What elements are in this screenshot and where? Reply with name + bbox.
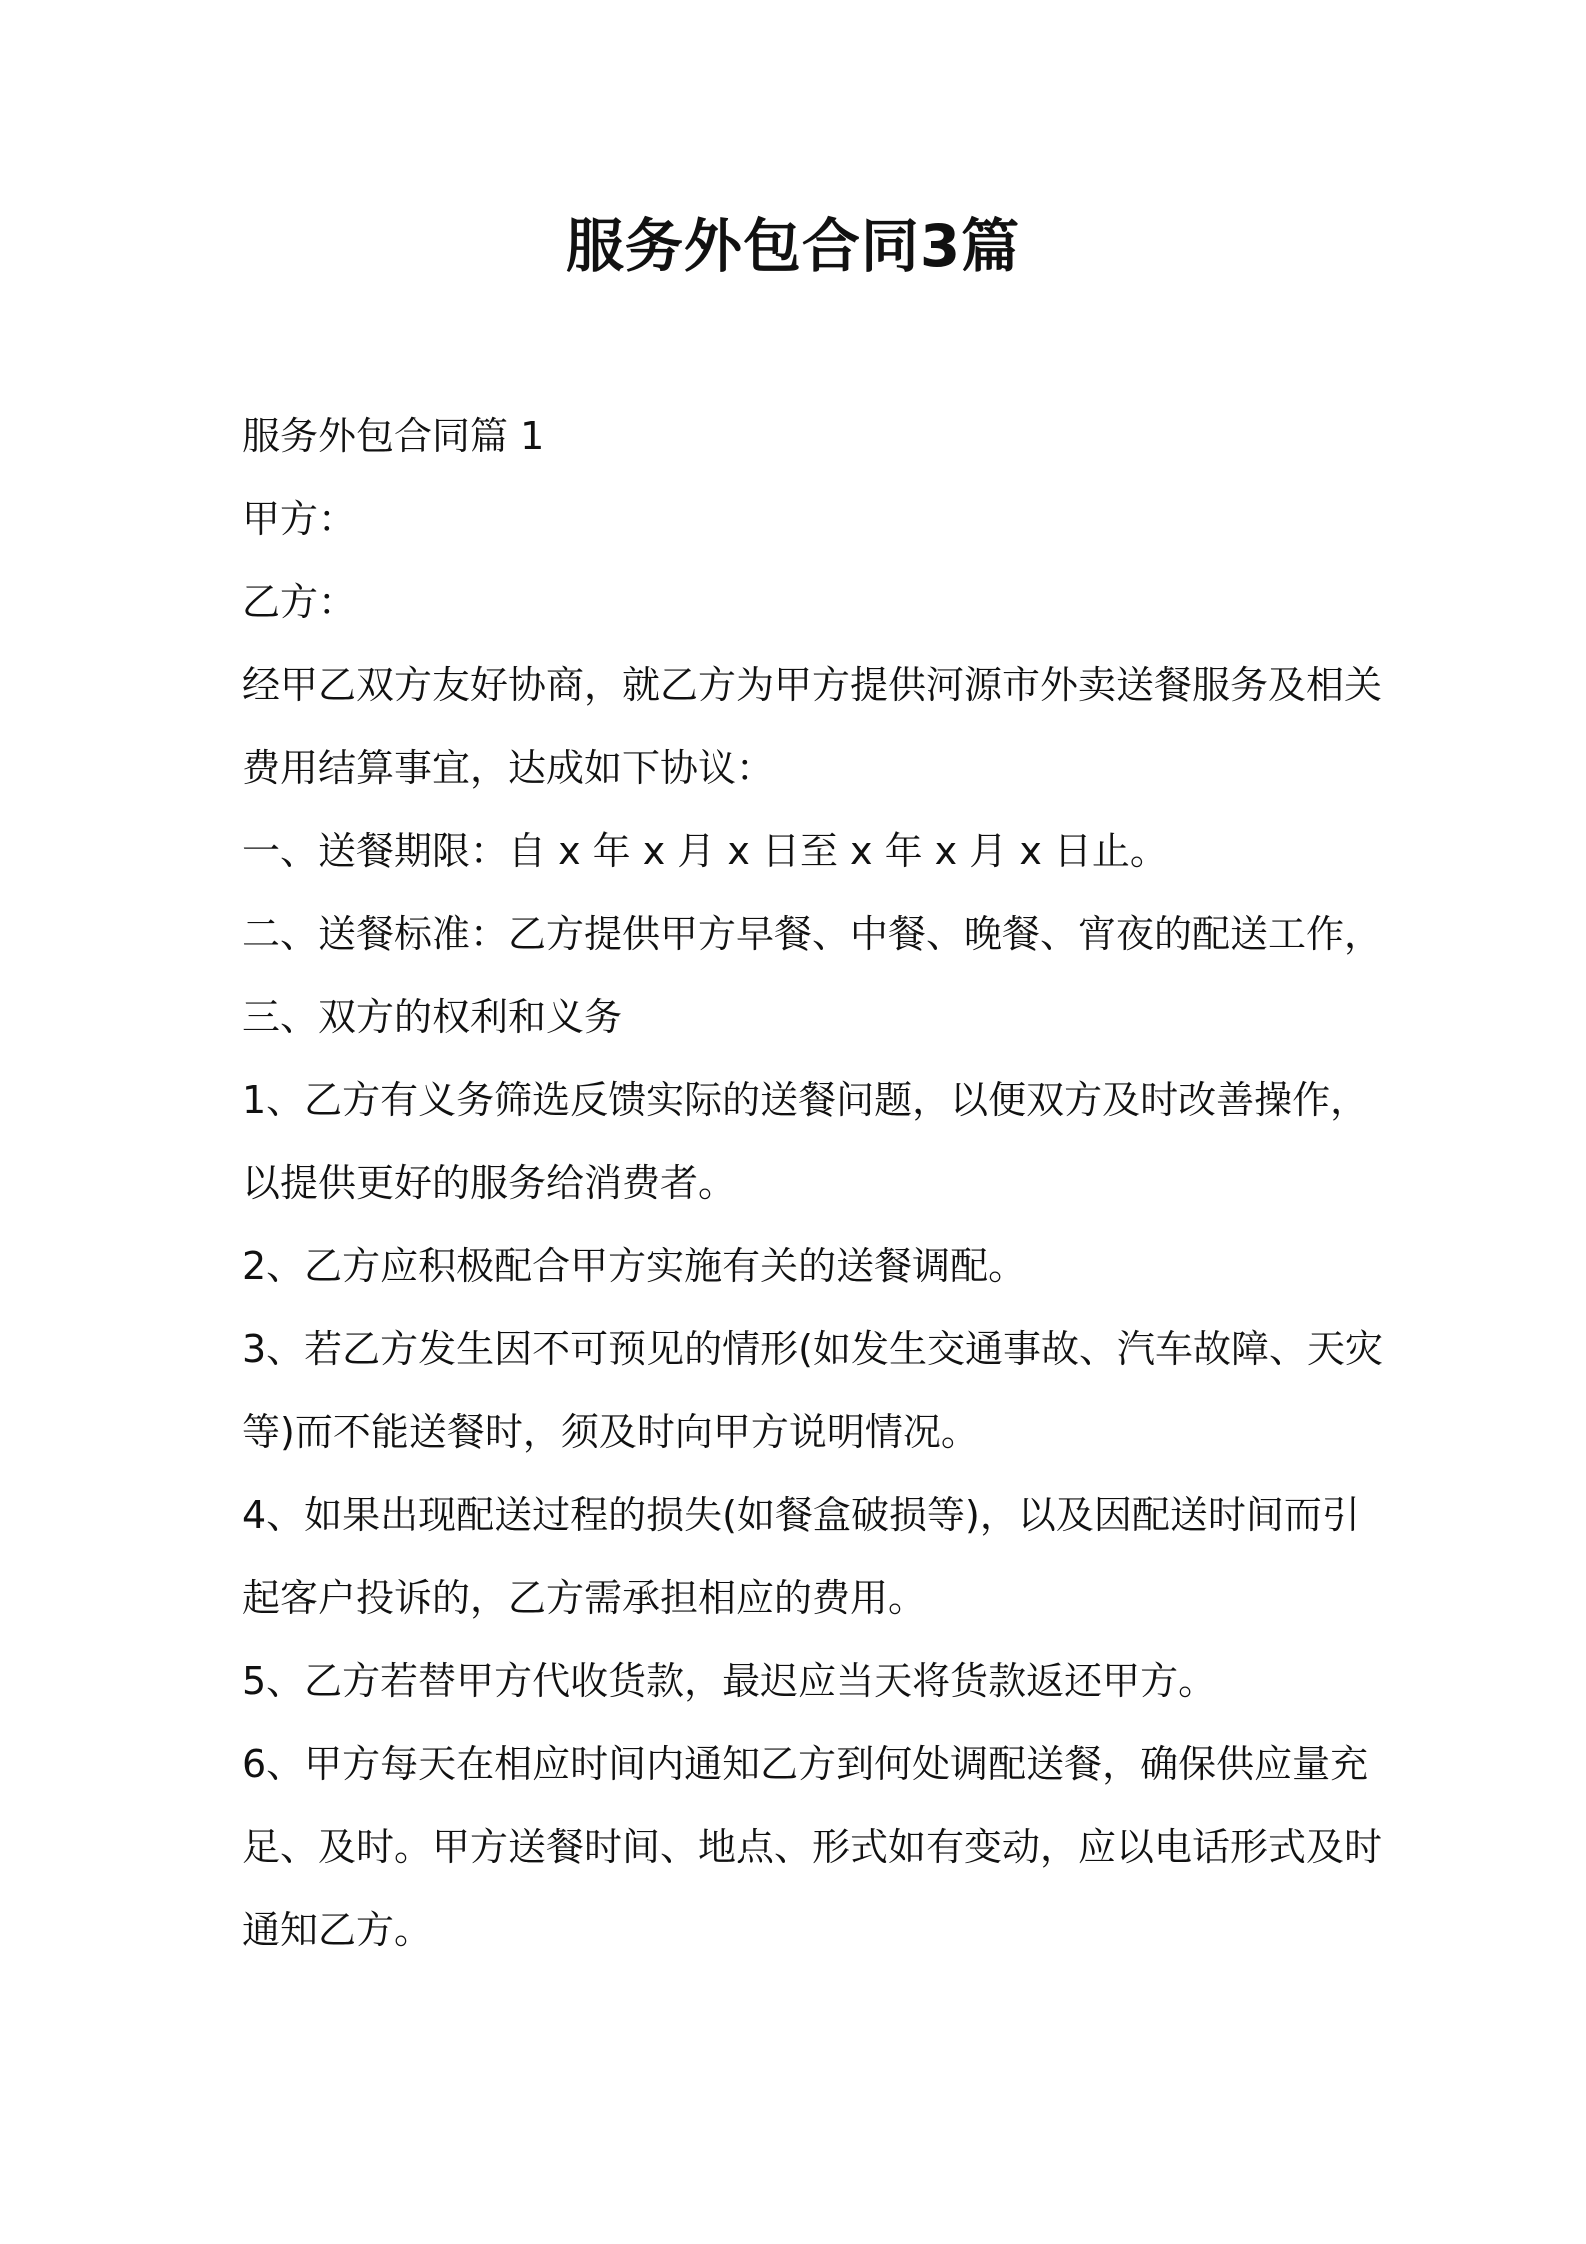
item-line: 1、乙方有义务筛选反馈实际的送餐问题，以便双方及时改善操作， [242,1078,1369,1122]
item-line: 以提供更好的服务给消费者。 [242,1161,737,1205]
item-line: 足、及时。甲方送餐时间、地点、形式如有变动，应以电话形式及时 [242,1825,1383,1869]
item-line: 2、乙方应积极配合甲方实施有关的送餐调配。 [242,1244,1027,1288]
item-line: 3、若乙方发生因不可预见的情形(如发生交通事故、汽车故障、天灾 [242,1327,1384,1371]
section-heading: 服务外包合同篇 1 [242,414,545,458]
party-b-line: 乙方： [242,580,357,624]
item-line: 5、乙方若替甲方代收货款，最迟应当天将货款返还甲方。 [242,1659,1217,1703]
item-line: 通知乙方。 [242,1908,433,1952]
party-a-line: 甲方： [242,497,357,541]
item-line: 起客户投诉的，乙方需承担相应的费用。 [242,1576,927,1620]
clause-line: 一、送餐期限：自 x 年 x 月 x 日至 x 年 x 月 x 日止。 [242,829,1168,873]
body-line: 费用结算事宜，达成如下协议： [242,746,775,790]
item-line: 6、甲方每天在相应时间内通知乙方到何处调配送餐，确保供应量充 [242,1742,1369,1786]
clause-line: 三、双方的权利和义务 [242,995,623,1039]
clause-line: 二、送餐标准：乙方提供甲方早餐、中餐、晚餐、宵夜的配送工作， [242,912,1383,956]
item-line: 等)而不能送餐时，须及时向甲方说明情况。 [242,1410,979,1454]
item-line: 4、如果出现配送过程的损失(如餐盒破损等)，以及因配送时间而引 [242,1493,1360,1537]
body-line: 经甲乙双方友好协商，就乙方为甲方提供河源市外卖送餐服务及相关 [242,663,1383,707]
document-title: 服务外包合同3篇 [565,212,1021,280]
